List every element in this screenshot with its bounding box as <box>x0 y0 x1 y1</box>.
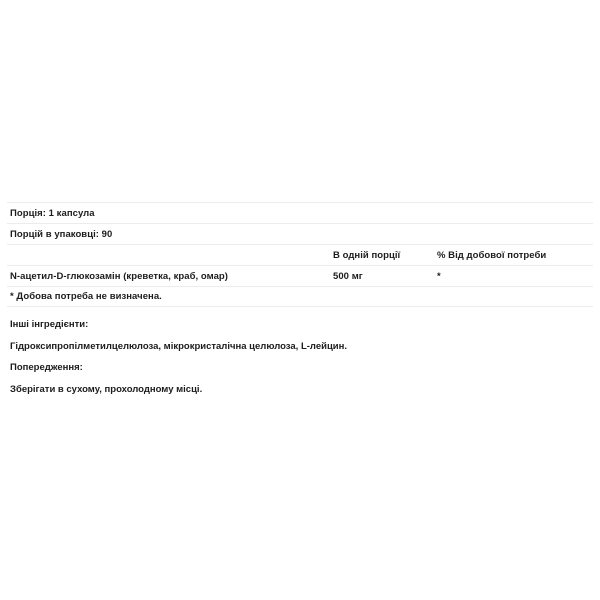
other-ingredients-text: Гідроксипропілметилцелюлоза, мікрокристалічна целюлоза, L-лейцин. <box>10 340 347 352</box>
table-header-row <box>7 244 593 265</box>
product-notes <box>7 318 593 404</box>
other-ingredients-heading: Інші інгредієнти: <box>10 319 89 330</box>
table-row <box>7 265 593 286</box>
column-header-daily-value: % Від добової потреби <box>437 249 547 261</box>
ingredient-amount: 500 мг <box>333 270 363 282</box>
serving-size-row <box>7 202 593 223</box>
warnings-heading: Попередження: <box>10 362 83 373</box>
footnote: * Добова потреба не визначена. <box>10 291 162 302</box>
ingredient-name: N-ацетил-D-глюкозамін (креветка, краб, омар) <box>10 270 228 282</box>
warnings-text: Зберігати в сухому, прохолодному місці. <box>10 383 203 395</box>
column-header-amount: В одній порції <box>333 249 401 261</box>
servings-per-container-row <box>7 223 593 244</box>
footnote-row <box>7 286 593 307</box>
servings-per-container: Порцій в упаковці: 90 <box>10 228 113 240</box>
supplement-facts-table <box>7 202 593 307</box>
serving-size: Порція: 1 капсула <box>10 207 95 219</box>
ingredient-daily-value: * <box>437 270 441 282</box>
